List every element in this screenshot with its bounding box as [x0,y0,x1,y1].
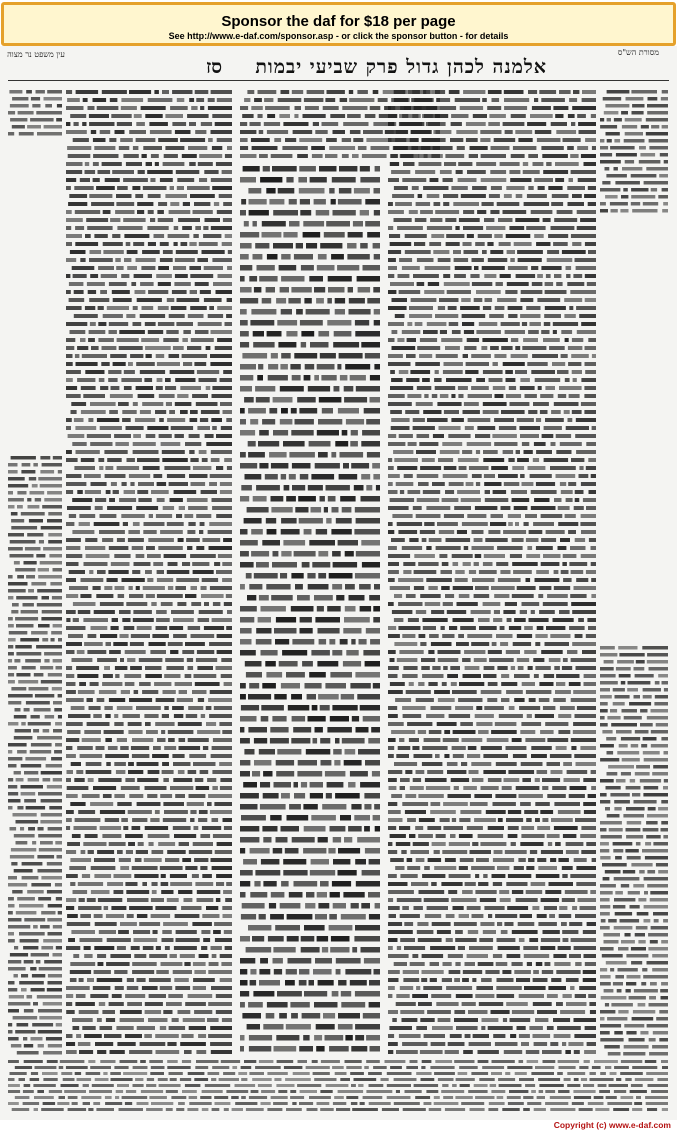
folio-number: סז [206,56,223,78]
talmud-page-scan [0,46,677,1120]
sponsor-banner[interactable] [1,2,676,46]
talmud-page-text-image [0,46,677,1120]
masoret-hashas-label: מסורת הש"ס [617,48,659,57]
sponsor-subline: See http://www.e-daf.com/sponsor.asp - or click the sponsor button - for details [168,31,509,41]
footer [0,1120,677,1133]
sponsor-headline: Sponsor the daf for $18 per page [221,13,456,30]
ein-mishpat-label: עין משפט נר מצוה [7,50,65,59]
page-title: אלמנה לכהן גדול פרק שביעי יבמות [255,56,547,78]
copyright-text: Copyright (c) www.e-daf.com [553,1120,671,1130]
